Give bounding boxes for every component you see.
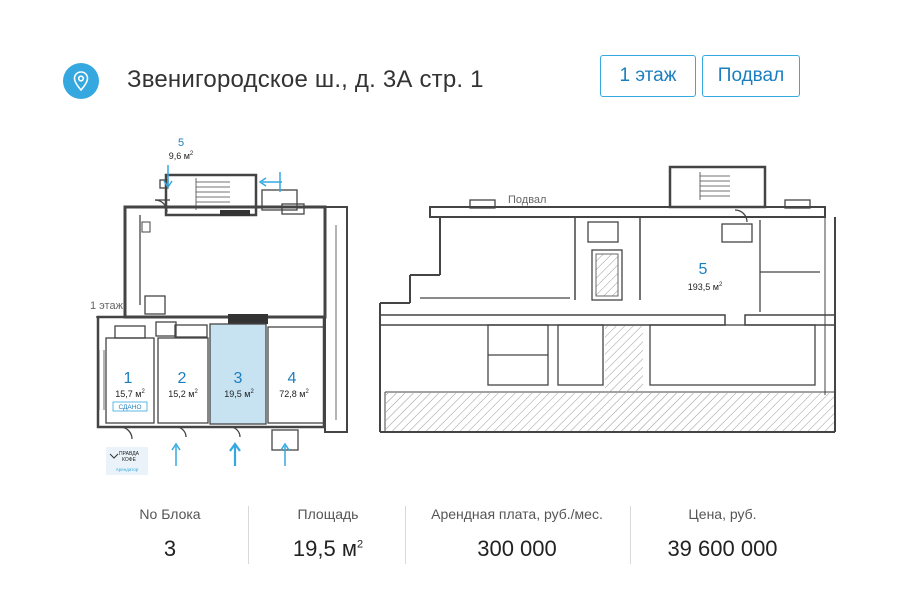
stat-rent-label: Арендная плата, руб./мес. [431,506,603,522]
unit-1-area: 15,7 $м^2$ [115,389,145,399]
basement-button[interactable]: Подвал [702,55,800,97]
unit-stats [0,500,900,580]
unit-1-number: 1 [123,370,133,387]
floor-plans [0,120,900,490]
floor-1-button[interactable]: 1 этаж [600,55,696,97]
first-floor-label: 1 этаж [90,300,123,312]
unit-5-number: 5 [177,137,185,149]
basement-unit-area: 193,5 $м^2$ [687,282,723,292]
stat-block-number [100,500,240,562]
stat-block-value: 3 [163,536,177,561]
stat-rent [412,500,622,562]
stat-price-label: Цена, руб. [688,506,757,522]
svg-text:КОФЕ: КОФЕ [122,457,136,463]
unit-4-area: 72,8 $м^2$ [279,389,309,399]
divider [630,506,631,564]
location-pin-icon [63,63,99,99]
header [0,0,900,120]
unit-1-badge: СДАНО [118,404,142,411]
unit-2-area: 15,2 $м^2$ [168,389,198,399]
stat-area-value: 19,5 $м^2$ [292,536,364,561]
unit-3-area: 19,5 $м^2$ [224,389,254,399]
basement-label: Подвал [508,194,547,206]
stat-block-label: No Блока [139,506,201,522]
divider [405,506,406,564]
unit-4-number: 4 [287,370,297,387]
stat-price-value: 39 600 000 [667,536,778,561]
divider [248,506,249,564]
unit-2-number: 2 [177,370,187,387]
stat-price [640,500,805,562]
basement-plan [380,167,835,432]
address-title: Звенигородское ш., д. 3А стр. 1 [127,66,484,93]
tenant-logo [106,447,148,475]
stat-area-label: Площадь [297,506,359,522]
stat-rent-value: 300 000 [477,536,557,561]
unit-3-number: 3 [233,370,243,387]
basement-unit-number: 5 [698,261,708,278]
svg-text:Арендатор: Арендатор [115,467,139,472]
stat-area [258,500,398,562]
unit-5-area: 9,6 $м^2$ [168,151,194,161]
svg-text:ПРАВДА: ПРАВДА [119,451,139,457]
